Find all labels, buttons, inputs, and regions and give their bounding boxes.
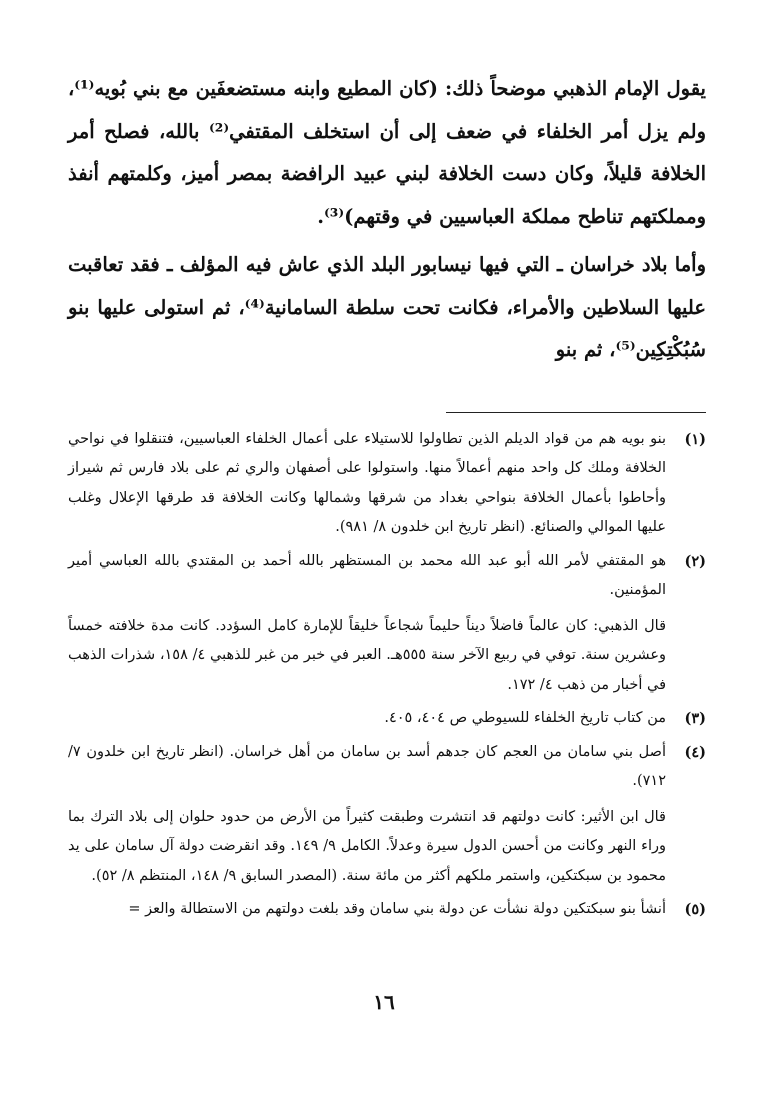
main-paragraph-1: يقول الإمام الذهبي موضحاً ذلك: (كان المطيع وابنه مستضعفَين مع بني بُويه⁽¹⁾، ولم يزل أمر الخلفاء في ضعف إلى أن استخلف المقتفي⁽²⁾ بالله، فصلح أمر الخلافة قليلاً، وكان دست الخلافة لبني عبيد الرافضة بمصر أميز، وكلمتهم أنفذ ومملكتهم تناطح مملكة العباسيين في وقتهم)⁽³⁾. bbox=[68, 77, 706, 228]
page-number: ١٦ bbox=[373, 990, 395, 1014]
footnote-paragraph: من كتاب تاريخ الخلفاء للسيوطي ص ٤٠٤، ٤٠٥. bbox=[384, 710, 666, 726]
footnote-paragraph: قال الذهبي: كان عالماً فاضلاً ديناً حليماً شجاعاً خليقاً للإمارة كامل السؤدد. كانت مدة خلافته خمساً وعشرين سنة. توفي في ربيع الآخر سنة ٥٥٥هـ. العبر في خبر من غبر للذهبي ٤/ ١٥٨، شذرات الذهب في أخبار من ذهب ٤/ ١٧٢. bbox=[68, 617, 666, 693]
footnote bbox=[68, 738, 706, 892]
footnote bbox=[68, 895, 706, 925]
footnote-number: (٢) bbox=[684, 552, 706, 570]
footnote-paragraph: بنو بويه هم من قواد الديلم الذين تطاولوا للاستيلاء على أعمال الخلفاء العباسيين، فتنقلوا في نواحي الخلافة وملك كل واحد منهم أعمالاً منها. واستولوا على أصفهان والري ثم على بلاد فارس ثم شيراز وأحاطوا بأعمال الخلافة بنواحي بغداد من شرقها وشمالها وكانت الخلافة قد طرقها الإعلال وغلب عليها الموالي والصنائع. (انظر تاريخ ابن خلدون ٨/ ٩٨١). bbox=[68, 430, 666, 535]
footnote bbox=[68, 547, 706, 701]
footnote-paragraph: أصل بني سامان من العجم كان جدهم أسد بن سامان من أهل خراسان. (انظر تاريخ ابن خلدون ٧/ ٧١٢). bbox=[68, 743, 666, 789]
footnote-number: (٤) bbox=[684, 743, 706, 761]
footnote-separator bbox=[446, 412, 706, 413]
footnote-number: (٣) bbox=[684, 710, 706, 727]
footnote-body bbox=[68, 738, 666, 892]
main-paragraph-2: وأما بلاد خراسان ـ التي فيها نيسابور البلد الذي عاش فيه المؤلف ـ فقد تعاقبت عليها السلاطين والأمراء، فكانت تحت سلطة السامانية⁽⁴⁾، ثم استولى عليها بنو سُبُكْتِكِين⁽⁵⁾، ثم بنو bbox=[68, 253, 706, 361]
footnote-number: (٥) bbox=[684, 901, 706, 918]
footnote bbox=[68, 704, 706, 734]
footnote-body bbox=[68, 895, 666, 925]
footnote-paragraph: أنشأ بنو سبكتكين دولة نشأت عن دولة بني سامان وقد بلغت دولتهم من الاستطالة والعز = bbox=[128, 901, 666, 917]
footnote-body bbox=[68, 425, 666, 543]
footnotes bbox=[68, 425, 706, 925]
footnote-paragraph: قال ابن الأثير: كانت دولتهم قد انتشرت وطبقت كثيراً من الأرض من حدود حلوان إلى بلاد الترك بما وراء النهر وكانت من أحسن الدول سيرة وعدلاً. الكامل ٩/ ١٤٩. وقد انقرضت دولة آل سامان على يد محمود بن سبكتكين، واستمر ملكهم أكثر من مائة سنة. (المصدر السابق ٩/ ١٤٨، المنتظم ٨/ ٥٢). bbox=[68, 808, 667, 884]
footnote-paragraph: هو المقتفي لأمر الله أبو عبد الله محمد بن المستظهر بالله أحمد بن المقتدي بالله العباسي أمير المؤمنين. bbox=[68, 552, 666, 598]
footnote-body bbox=[68, 704, 666, 734]
footnote bbox=[68, 425, 706, 543]
footnote-number: (١) bbox=[684, 430, 706, 448]
main-text bbox=[68, 68, 706, 372]
footnote-body bbox=[68, 547, 666, 701]
